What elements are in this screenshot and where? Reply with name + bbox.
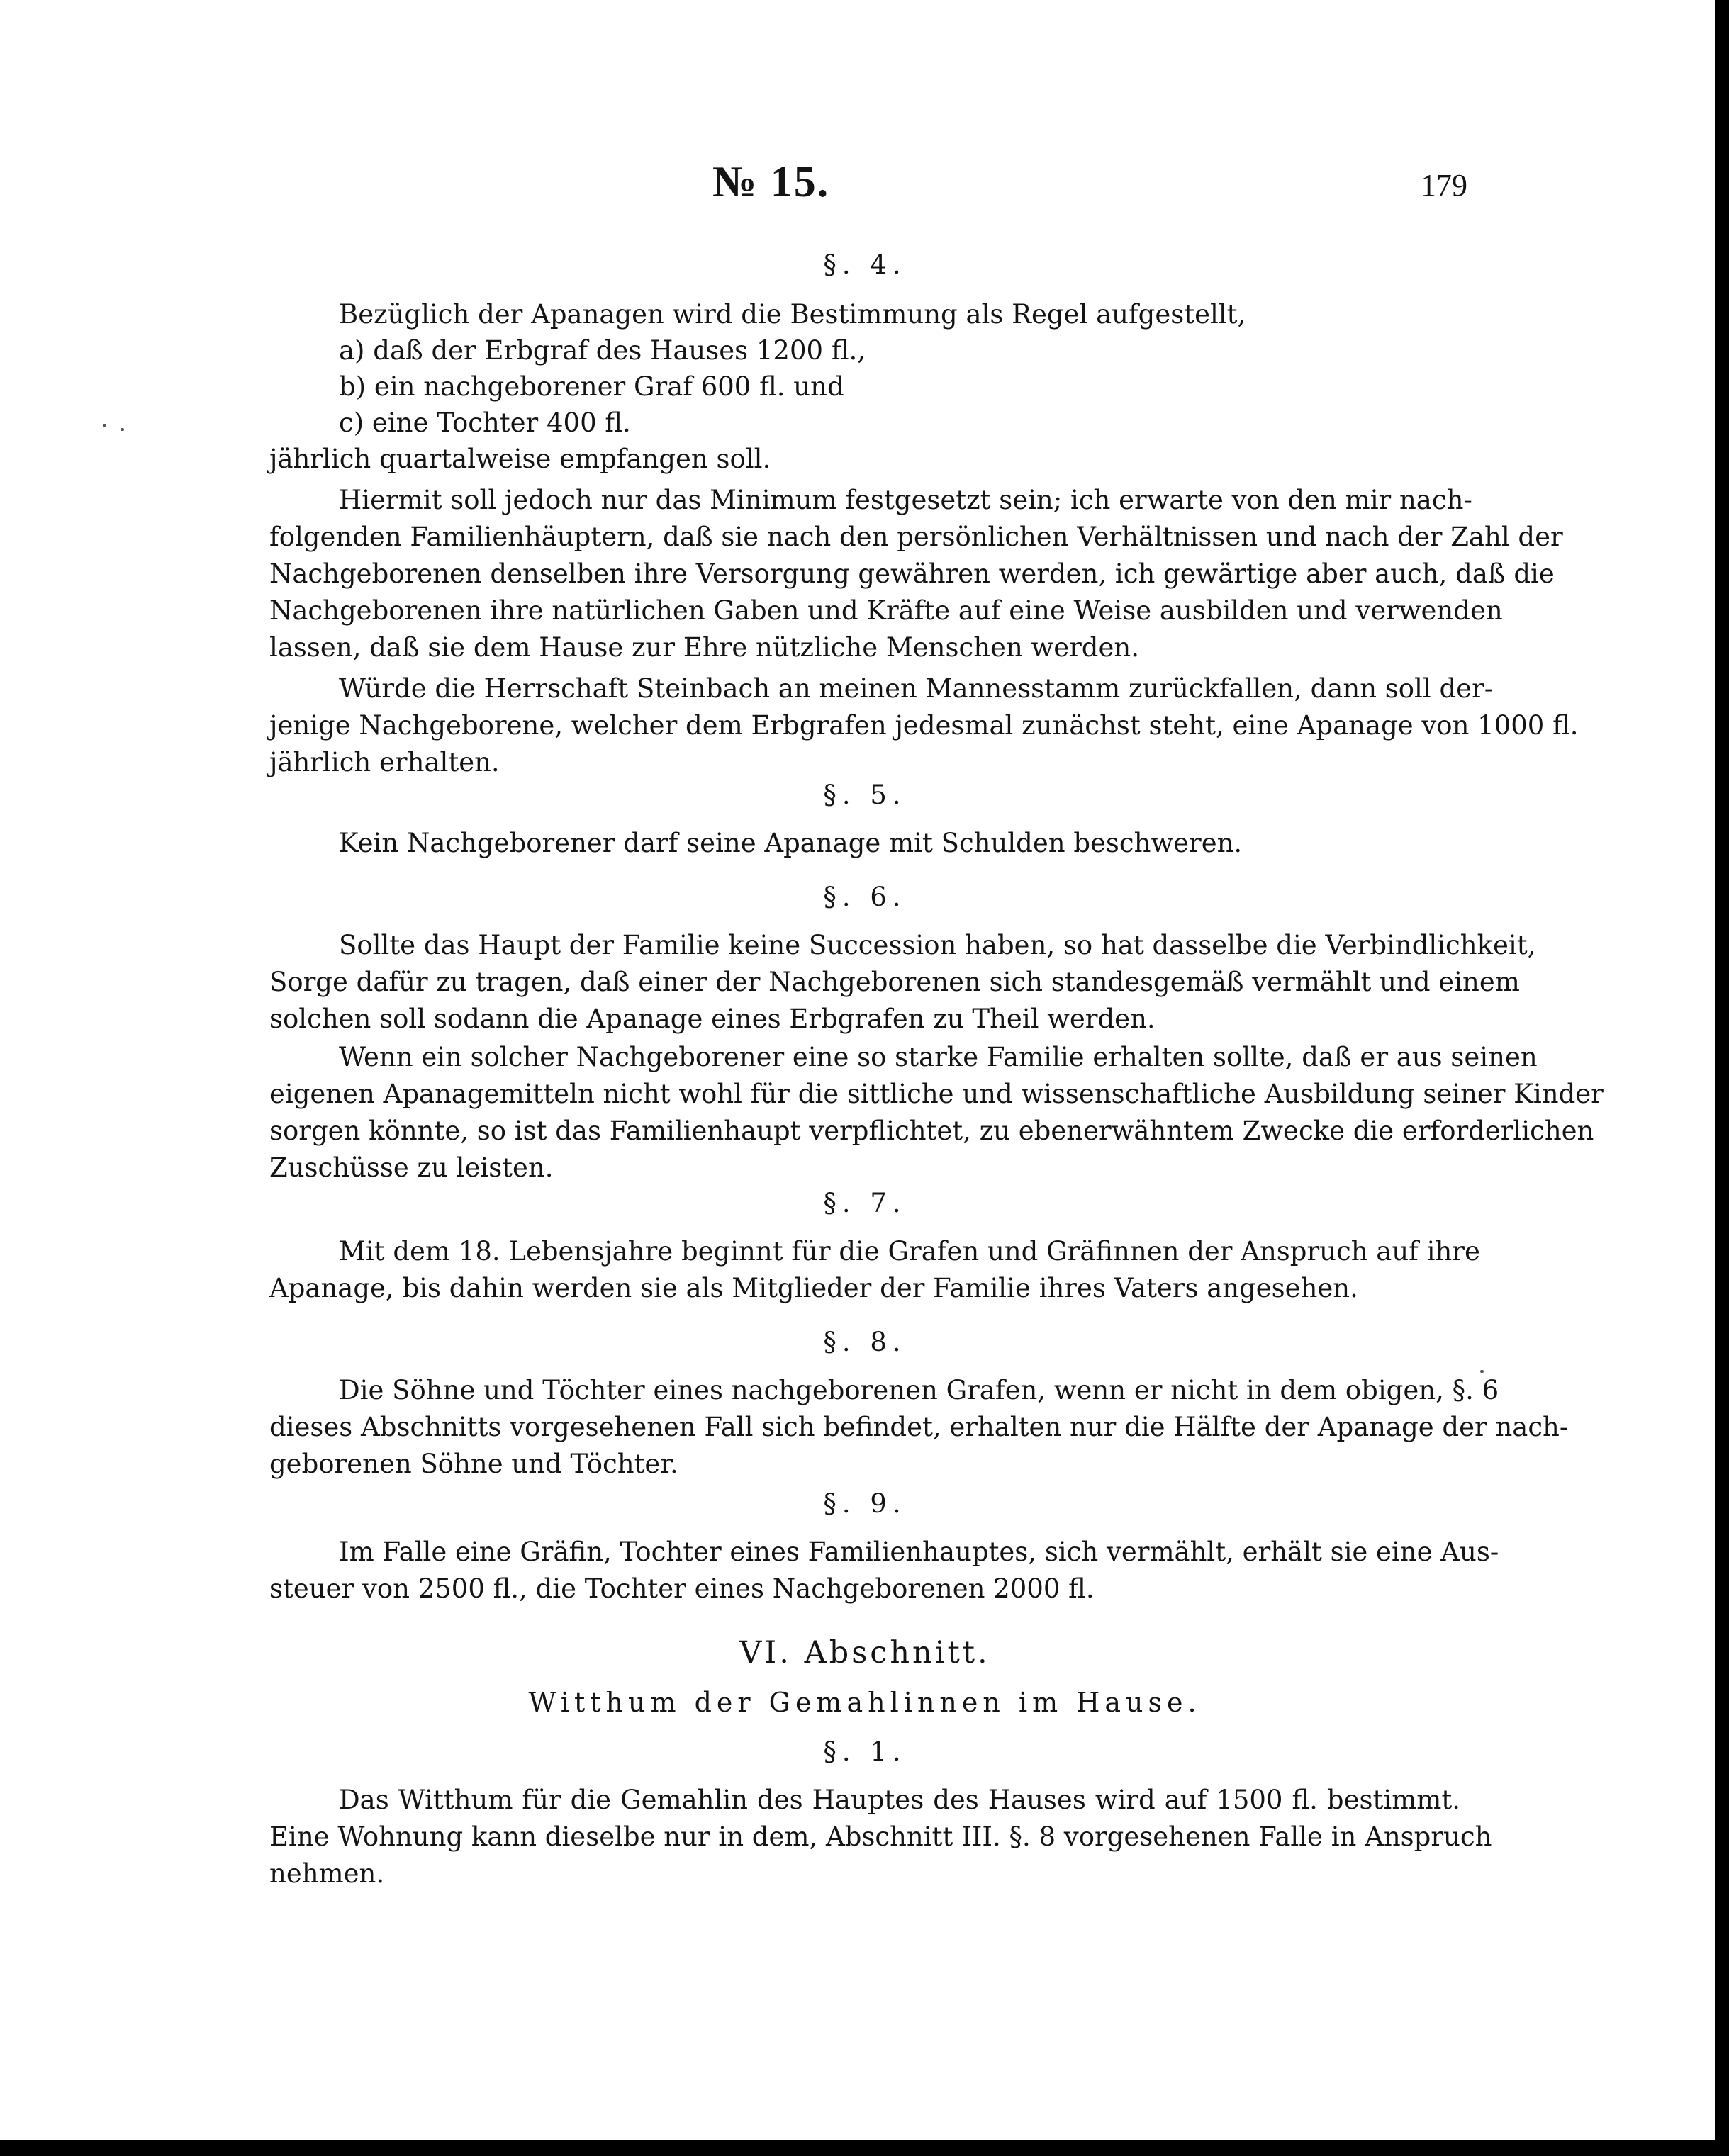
list-item: b) ein nachgeborener Graf 600 fl. und <box>339 371 844 402</box>
text-line: Mit dem 18. Lebensjahre beginnt für die Grafen und Gräfinnen der Anspruch auf ihre <box>339 1236 1480 1267</box>
scan-edge-bottom <box>0 2140 1729 2156</box>
section-heading: §. 1. <box>823 1736 907 1767</box>
text-line: geborenen Söhne und Töchter. <box>269 1449 678 1479</box>
section-heading: §. 7. <box>823 1188 907 1218</box>
section-heading: §. 4. <box>823 249 907 280</box>
scan-speck <box>121 428 124 431</box>
text-line: Nachgeborenen denselben ihre Versorgung gewähren werden, ich gewärtige aber auch, daß die <box>269 558 1555 589</box>
text-line: Wenn ein solcher Nachgeborener eine so starke Familie erhalten sollte, daß er aus seinen <box>339 1042 1538 1072</box>
section-heading: §. 6. <box>823 882 907 912</box>
text-line: Das Witthum für die Gemahlin des Hauptes des Hauses wird auf 1500 fl. bestimmt. <box>339 1785 1460 1815</box>
text-line: jährlich quartalweise empfangen soll. <box>269 444 771 474</box>
scan-speck <box>1480 1370 1484 1373</box>
text-line: eigenen Apanagemitteln nicht wohl für die sittliche und wissenschaftliche Ausbildung seiner Kinder <box>269 1079 1604 1109</box>
text-line: jenige Nachgeborene, welcher dem Erbgrafen jedesmal zunächst steht, eine Apanage von 1000 fl. <box>269 710 1579 741</box>
page-header-number: № 15. <box>712 158 830 206</box>
text-line: Im Falle eine Gräfin, Tochter eines Familienhauptes, sich vermählt, erhält sie eine Aus- <box>339 1537 1499 1567</box>
text-line: Bezüglich der Apanagen wird die Bestimmung als Regel aufgestellt, <box>339 299 1246 330</box>
page-number: 179 <box>1421 168 1467 203</box>
text-line: steuer von 2500 fl., die Tochter eines Nachgeborenen 2000 fl. <box>269 1573 1095 1604</box>
text-line: solchen soll sodann die Apanage eines Erbgrafen zu Theil werden. <box>269 1004 1156 1034</box>
text-line: jährlich erhalten. <box>269 747 500 777</box>
text-line: folgenden Familienhäuptern, daß sie nach den persönlichen Verhältnissen und nach der Zahl der <box>269 522 1563 552</box>
chapter-heading: VI. Abschnitt. <box>739 1635 990 1671</box>
text-line: Die Söhne und Töchter eines nachgeborenen Grafen, wenn er nicht in dem obigen, §. 6 <box>339 1375 1499 1405</box>
text-line: Hiermit soll jedoch nur das Minimum festgesetzt sein; ich erwarte von den mir nach- <box>339 485 1472 515</box>
text-line: Nachgeborenen ihre natürlichen Gaben und Kräfte auf eine Weise ausbilden und verwenden <box>269 595 1503 626</box>
text-line: lassen, daß sie dem Hause zur Ehre nützliche Menschen werden. <box>269 632 1139 663</box>
text-line: Kein Nachgeborener darf seine Apanage mit Schulden beschweren. <box>339 828 1243 858</box>
text-line: dieses Abschnitts vorgesehenen Fall sich befindet, erhalten nur die Hälfte der Apanage der nach- <box>269 1412 1569 1442</box>
text-line: Sorge dafür zu tragen, daß einer der Nachgeborenen sich standesgemäß vermählt und einem <box>269 967 1520 997</box>
text-line: nehmen. <box>269 1858 385 1889</box>
scan-speck <box>103 424 106 427</box>
chapter-subtitle: Witthum der Gemahlinnen im Hause. <box>528 1687 1202 1718</box>
text-line: Apanage, bis dahin werden sie als Mitglieder der Familie ihres Vaters angesehen. <box>269 1273 1358 1303</box>
section-heading: §. 9. <box>823 1488 907 1519</box>
text-line: sorgen könnte, so ist das Familienhaupt verpflichtet, zu ebenerwähntem Zwecke die erforderlichen <box>269 1116 1594 1146</box>
text-line: Eine Wohnung kann dieselbe nur in dem, Abschnitt III. §. 8 vorgesehenen Falle in Anspruch <box>269 1821 1492 1852</box>
list-item: c) eine Tochter 400 fl. <box>339 408 631 438</box>
text-line: Zuschüsse zu leisten. <box>269 1152 554 1183</box>
list-item: a) daß der Erbgraf des Hauses 1200 fl., <box>339 335 866 366</box>
scan-edge-right <box>1715 0 1729 2156</box>
section-heading: §. 5. <box>823 780 907 810</box>
text-line: Würde die Herrschaft Steinbach an meinen Mannesstamm zurückfallen, dann soll der- <box>339 673 1494 704</box>
text-line: Sollte das Haupt der Familie keine Succession haben, so hat dasselbe die Verbindlichkeit, <box>339 930 1536 960</box>
section-heading: §. 8. <box>823 1327 907 1357</box>
